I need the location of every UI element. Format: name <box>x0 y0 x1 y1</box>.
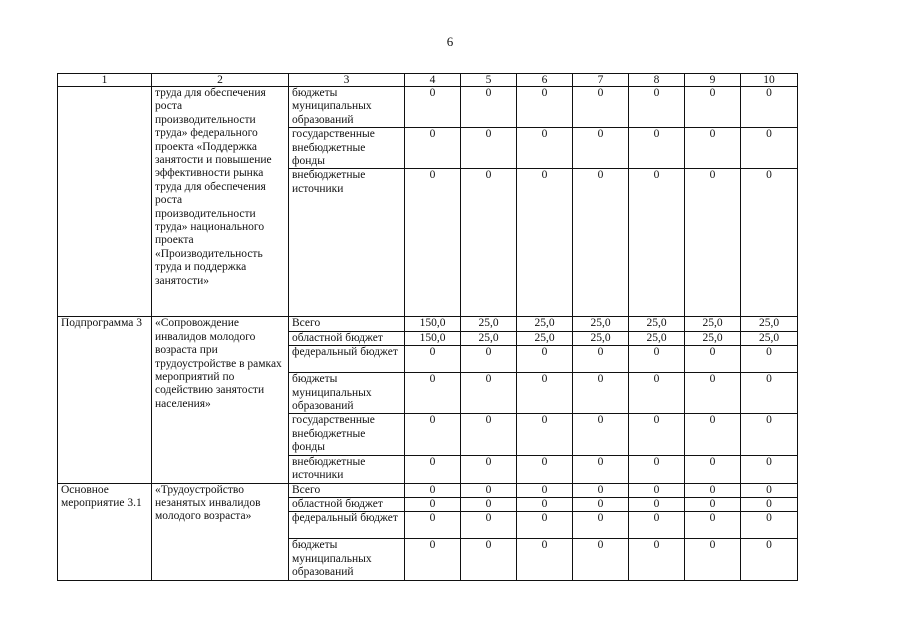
value-cell: 0 <box>517 169 573 317</box>
value-cell: 0 <box>517 128 573 169</box>
column-number: 1 <box>58 74 152 87</box>
program-description-cell: труда для обеспечения роста производительности труда» федерального проекта «Поддержка занятости и повышение эффективности рынка труда для обеспечения роста производительности труда» национального проекта «Производительность труда и поддержка занятости» <box>152 87 289 317</box>
value-cell: 0 <box>517 497 573 511</box>
funding-source-cell: областной бюджет <box>289 331 405 345</box>
value-cell: 0 <box>629 87 685 128</box>
value-cell: 0 <box>741 346 798 373</box>
column-number: 10 <box>741 74 798 87</box>
column-number: 4 <box>405 74 461 87</box>
value-cell: 0 <box>405 87 461 128</box>
value-cell: 0 <box>461 455 517 483</box>
value-cell: 0 <box>573 87 629 128</box>
funding-source-cell: внебюджетные источники <box>289 455 405 483</box>
page-number: 6 <box>446 34 454 49</box>
value-cell: 0 <box>573 512 629 539</box>
value-cell: 0 <box>685 483 741 497</box>
value-cell: 0 <box>629 497 685 511</box>
program-description-cell: «Сопровождение инвалидов молодого возраста при трудоустройстве в рамках мероприятий по содействию занятости населения» <box>152 317 289 483</box>
funding-source-cell: Всего <box>289 317 405 331</box>
value-cell: 0 <box>741 483 798 497</box>
table-row <box>58 317 798 331</box>
value-cell: 0 <box>405 483 461 497</box>
value-cell: 0 <box>405 455 461 483</box>
budget-table <box>57 73 798 581</box>
program-name-cell: Подпрограмма 3 <box>58 317 152 483</box>
column-number: 8 <box>629 74 685 87</box>
value-cell: 25,0 <box>629 317 685 331</box>
value-cell: 0 <box>517 539 573 580</box>
column-number: 9 <box>685 74 741 87</box>
value-cell: 0 <box>685 455 741 483</box>
table-header-row <box>58 74 798 87</box>
value-cell: 0 <box>685 512 741 539</box>
column-number: 3 <box>289 74 405 87</box>
value-cell: 0 <box>685 87 741 128</box>
value-cell: 0 <box>461 539 517 580</box>
program-description-cell: «Трудоустройство незанятых инвалидов молодого возраста» <box>152 483 289 580</box>
value-cell: 0 <box>405 414 461 455</box>
value-cell: 0 <box>573 128 629 169</box>
value-cell: 0 <box>461 373 517 414</box>
column-number: 6 <box>517 74 573 87</box>
value-cell: 0 <box>685 539 741 580</box>
value-cell: 0 <box>461 346 517 373</box>
value-cell: 0 <box>685 169 741 317</box>
program-name-cell: Основное мероприятие 3.1 <box>58 483 152 580</box>
value-cell: 25,0 <box>741 331 798 345</box>
value-cell: 0 <box>405 128 461 169</box>
value-cell: 0 <box>461 483 517 497</box>
value-cell: 150,0 <box>405 331 461 345</box>
value-cell: 0 <box>517 512 573 539</box>
value-cell: 0 <box>685 373 741 414</box>
value-cell: 0 <box>573 346 629 373</box>
value-cell: 0 <box>405 346 461 373</box>
program-name-cell <box>58 87 152 317</box>
funding-source-cell: Всего <box>289 483 405 497</box>
value-cell: 25,0 <box>685 317 741 331</box>
value-cell: 0 <box>629 483 685 497</box>
value-cell: 0 <box>573 455 629 483</box>
value-cell: 25,0 <box>517 317 573 331</box>
value-cell: 0 <box>741 414 798 455</box>
value-cell: 0 <box>405 373 461 414</box>
funding-source-cell: областной бюджет <box>289 497 405 511</box>
funding-source-cell: федеральный бюджет <box>289 512 405 539</box>
value-cell: 25,0 <box>741 317 798 331</box>
value-cell: 0 <box>405 512 461 539</box>
funding-source-cell: государственные внебюджетные фонды <box>289 128 405 169</box>
value-cell: 0 <box>629 539 685 580</box>
value-cell: 0 <box>517 87 573 128</box>
value-cell: 0 <box>461 169 517 317</box>
table-row <box>58 483 798 497</box>
value-cell: 0 <box>461 414 517 455</box>
value-cell: 0 <box>741 455 798 483</box>
value-cell: 0 <box>629 169 685 317</box>
value-cell: 0 <box>573 373 629 414</box>
value-cell: 0 <box>573 539 629 580</box>
value-cell: 0 <box>685 497 741 511</box>
funding-source-cell: государственные внебюджетные фонды <box>289 414 405 455</box>
value-cell: 0 <box>629 512 685 539</box>
value-cell: 25,0 <box>629 331 685 345</box>
value-cell: 0 <box>573 414 629 455</box>
column-number: 7 <box>573 74 629 87</box>
value-cell: 25,0 <box>461 331 517 345</box>
value-cell: 0 <box>741 169 798 317</box>
value-cell: 0 <box>629 346 685 373</box>
value-cell: 0 <box>741 497 798 511</box>
value-cell: 0 <box>741 87 798 128</box>
funding-source-cell: бюджеты муниципальных образований <box>289 539 405 580</box>
value-cell: 0 <box>461 128 517 169</box>
funding-source-cell: бюджеты муниципальных образований <box>289 87 405 128</box>
value-cell: 0 <box>517 414 573 455</box>
value-cell: 0 <box>573 483 629 497</box>
value-cell: 0 <box>517 455 573 483</box>
column-number: 5 <box>461 74 517 87</box>
value-cell: 25,0 <box>573 331 629 345</box>
value-cell: 0 <box>517 346 573 373</box>
value-cell: 0 <box>629 373 685 414</box>
value-cell: 0 <box>517 483 573 497</box>
value-cell: 0 <box>405 169 461 317</box>
value-cell: 0 <box>685 414 741 455</box>
value-cell: 25,0 <box>573 317 629 331</box>
funding-source-cell: внебюджетные источники <box>289 169 405 317</box>
value-cell: 25,0 <box>685 331 741 345</box>
value-cell: 25,0 <box>517 331 573 345</box>
value-cell: 0 <box>573 497 629 511</box>
value-cell: 0 <box>461 87 517 128</box>
column-number: 2 <box>152 74 289 87</box>
value-cell: 0 <box>741 539 798 580</box>
value-cell: 0 <box>461 497 517 511</box>
value-cell: 0 <box>741 128 798 169</box>
value-cell: 0 <box>629 455 685 483</box>
table-row <box>58 87 798 128</box>
value-cell: 0 <box>405 539 461 580</box>
value-cell: 25,0 <box>461 317 517 331</box>
value-cell: 0 <box>573 169 629 317</box>
value-cell: 0 <box>517 373 573 414</box>
value-cell: 0 <box>741 373 798 414</box>
value-cell: 0 <box>629 414 685 455</box>
value-cell: 0 <box>405 497 461 511</box>
value-cell: 150,0 <box>405 317 461 331</box>
funding-source-cell: федеральный бюджет <box>289 346 405 373</box>
value-cell: 0 <box>461 512 517 539</box>
value-cell: 0 <box>685 128 741 169</box>
value-cell: 0 <box>685 346 741 373</box>
funding-source-cell: бюджеты муниципальных образований <box>289 373 405 414</box>
value-cell: 0 <box>741 512 798 539</box>
value-cell: 0 <box>629 128 685 169</box>
